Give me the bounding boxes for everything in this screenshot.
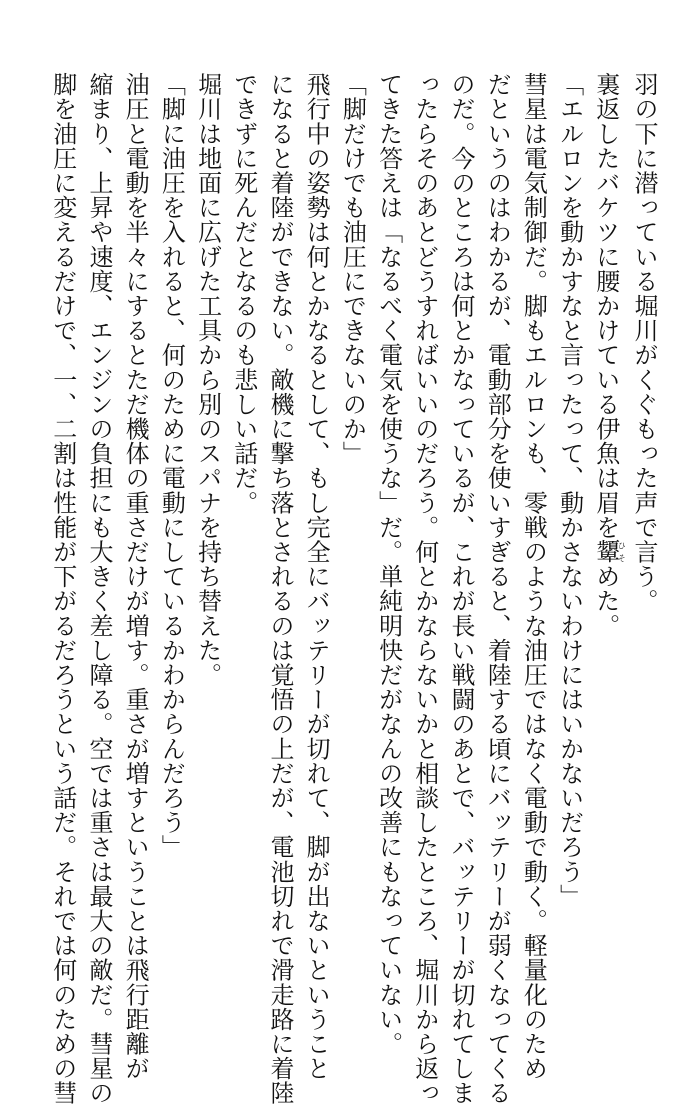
text-line-11: になると着陸ができない。敵機に撃ち落とされるのは覚悟の上だが、電池切れで滑走路に着陸	[265, 72, 294, 1105]
text-line-5: だというのはわかるが、電動部分を使いすぎると、着陸する頃にバッテリーが弱くなってくる	[483, 72, 512, 1105]
text-line-1: 羽の下に潜っている堀川がくぐもった声で言う。	[630, 72, 658, 614]
text-line-2	[588, 72, 626, 972]
text-line-3: 「エルロンを動かすなと言ったって、動かさないわけにはいかないだろう」	[555, 72, 584, 909]
text-line-9: 「脚だけでも油圧にできないのか」	[338, 72, 367, 466]
novel-text-block	[45, 72, 662, 1105]
text-line-16: 縮まり、上昇や速度、エンジンの負担にも大きく差し障る。空では重さは最大の敵だ。彗星の	[84, 72, 113, 1105]
text-line-8: てきた答えは「なるべく電気を使うな」だ。単純明快だがなんの改善にもなっていない。	[374, 72, 403, 1056]
text-line-10: 飛行中の姿勢は何とかなるとして、もし完全にバッテリーが切れて、脚が出ないということ	[302, 72, 331, 1081]
text-line-12: できずに死んだとなるのも悲しい話だ。	[229, 72, 258, 515]
text-line-15: 油圧と電動を半々にするとただ機体の重さだけが増す。重さが増すということは飛行距離が	[121, 72, 150, 1081]
text-line-14: 「脚に油圧を入れると、何のために電動にしているかわからんだろう」	[157, 72, 186, 860]
text-line-2-after: めた。	[591, 564, 620, 638]
furigana-hisome	[591, 539, 627, 565]
ruby-reading: ひそ	[617, 539, 627, 564]
text-line-4: 彗星は電気制御だ。脚もエルロンも、零戦のような油圧ではなく電動で動く。軽量化のため	[519, 72, 548, 1081]
text-line-7: ったらそのあとどうすればいいのだろう。何とかならないかと相談したところ、堀川から返っ	[410, 72, 439, 1105]
text-line-6: のだ。今のところは何とかなっているが、これが長い戦闘のあとで、バッテリーが切れてしま	[446, 72, 475, 1105]
text-line-2-before: 裏返したバケツに腰かけている伊魚は眉を	[591, 72, 620, 540]
text-line-13: 堀川は地面に広げた工具から別のスパナを持ち替えた。	[193, 72, 222, 687]
ruby-base: 顰	[591, 539, 620, 565]
text-line-17: 脚を油圧に変えるだけで、一、二割は性能が下がるだろうという話だ。それでは何のための彗	[48, 72, 77, 1105]
